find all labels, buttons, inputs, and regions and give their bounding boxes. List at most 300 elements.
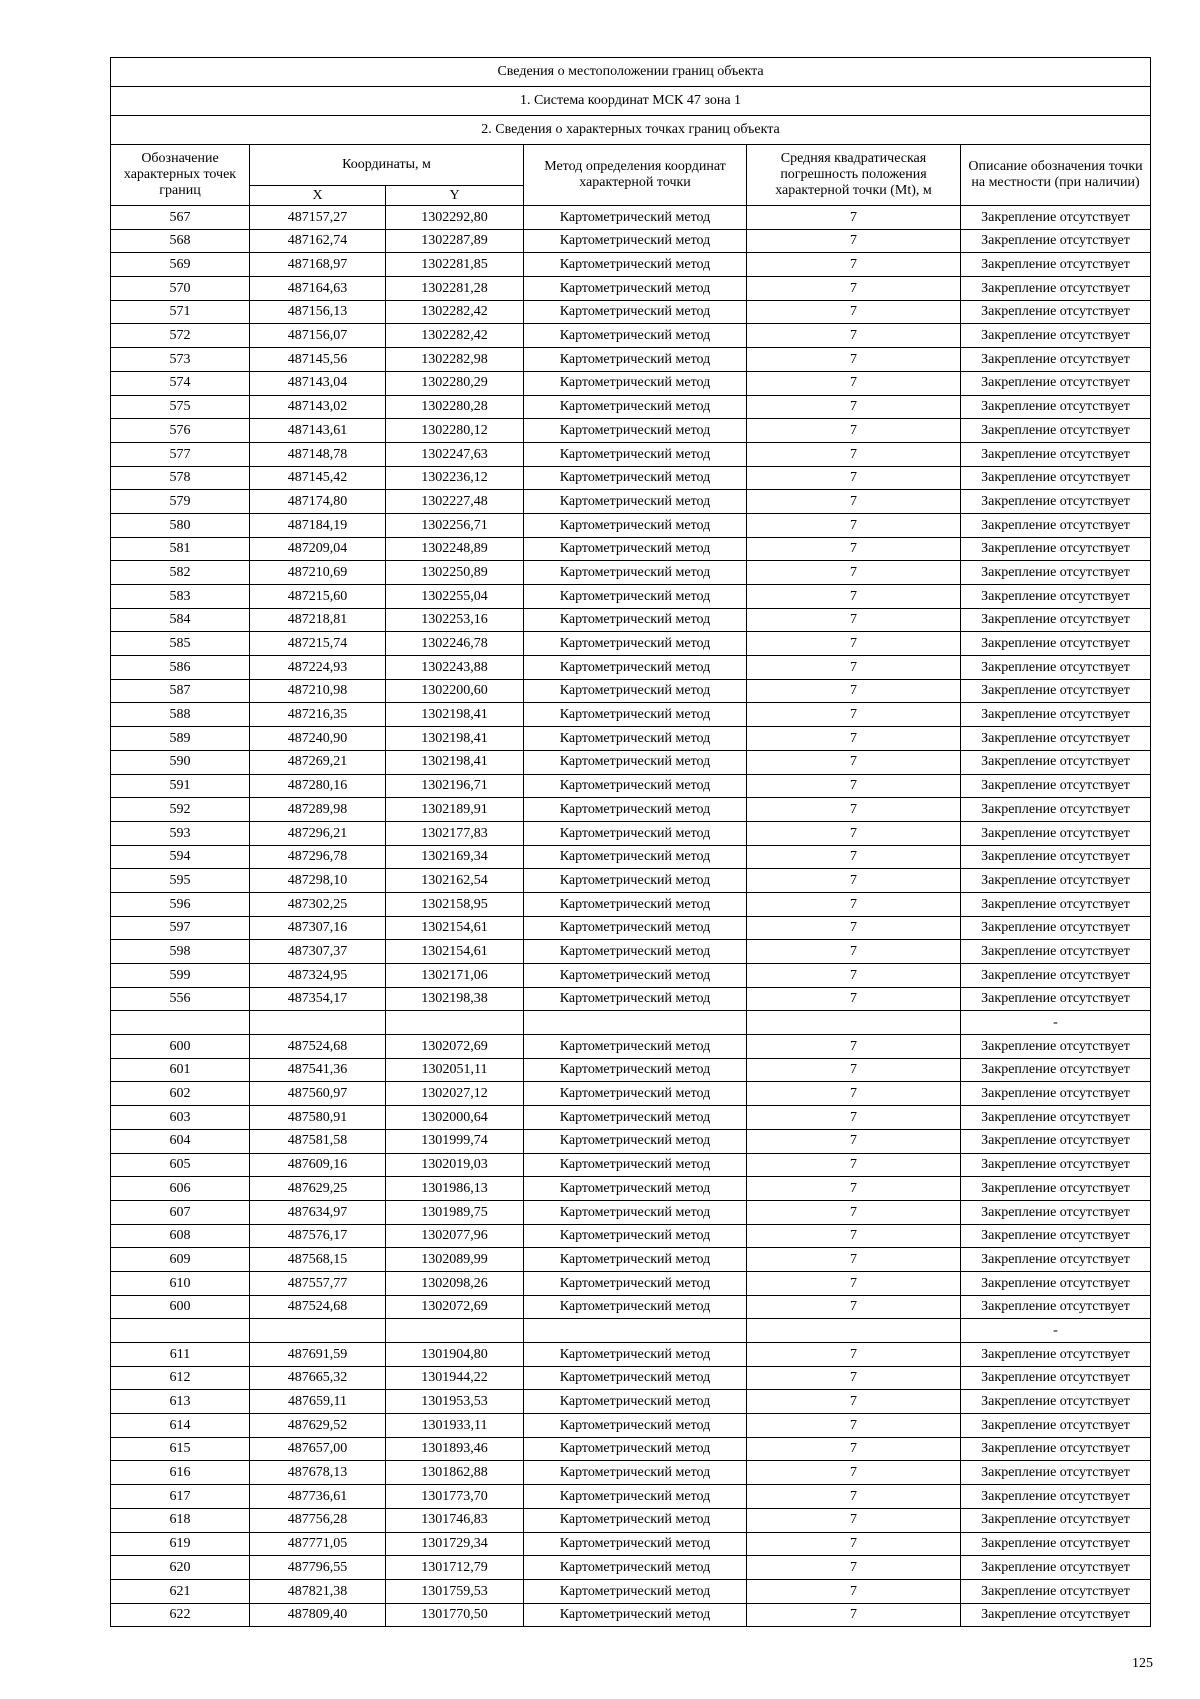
cell-y-coord: 1302256,71 <box>386 513 524 537</box>
cell-method: Картометрический метод <box>524 229 747 253</box>
cell-x-coord: 487210,69 <box>250 561 386 585</box>
cell-method: Картометрический метод <box>524 1437 747 1461</box>
cell-x-coord <box>250 1319 386 1343</box>
cell-method: Картометрический метод <box>524 277 747 301</box>
cell-x-coord: 487307,37 <box>250 940 386 964</box>
cell-y-coord: 1302198,41 <box>386 727 524 751</box>
cell-method: Картометрический метод <box>524 1508 747 1532</box>
table-row <box>111 585 1151 609</box>
cell-description: Закрепление отсутствует <box>961 1366 1151 1390</box>
cell-error: 7 <box>747 466 961 490</box>
cell-point: 622 <box>111 1603 250 1627</box>
cell-description: Закрепление отсутствует <box>961 1035 1151 1059</box>
col-header-desc: Описание обозначения точки на местности (при наличии) <box>961 145 1151 206</box>
table-row <box>111 987 1151 1011</box>
cell-error: 7 <box>747 1129 961 1153</box>
cell-y-coord: 1302169,34 <box>386 845 524 869</box>
cell-point: 587 <box>111 679 250 703</box>
cell-point <box>111 1319 250 1343</box>
cell-method: Картометрический метод <box>524 466 747 490</box>
cell-error: 7 <box>747 1058 961 1082</box>
cell-description: Закрепление отсутствует <box>961 490 1151 514</box>
table-row <box>111 892 1151 916</box>
cell-description: Закрепление отсутствует <box>961 537 1151 561</box>
cell-x-coord: 487678,13 <box>250 1461 386 1485</box>
col-header-point: Обозначение характерных точек границ <box>111 145 250 206</box>
cell-y-coord: 1301986,13 <box>386 1177 524 1201</box>
cell-point: 615 <box>111 1437 250 1461</box>
cell-y-coord: 1301770,50 <box>386 1603 524 1627</box>
cell-y-coord <box>386 1011 524 1035</box>
table-body <box>111 206 1151 1627</box>
cell-error: 7 <box>747 632 961 656</box>
cell-error: 7 <box>747 1414 961 1438</box>
cell-point: 614 <box>111 1414 250 1438</box>
cell-x-coord: 487557,77 <box>250 1271 386 1295</box>
cell-y-coord: 1302282,42 <box>386 300 524 324</box>
cell-description: Закрепление отсутствует <box>961 1271 1151 1295</box>
cell-y-coord: 1302098,26 <box>386 1271 524 1295</box>
cell-y-coord: 1302287,89 <box>386 229 524 253</box>
cell-x-coord: 487156,07 <box>250 324 386 348</box>
cell-point: 589 <box>111 727 250 751</box>
table-row <box>111 513 1151 537</box>
cell-method: Картометрический метод <box>524 1177 747 1201</box>
cell-y-coord: 1302154,61 <box>386 916 524 940</box>
cell-point: 588 <box>111 703 250 727</box>
cell-method: Картометрический метод <box>524 845 747 869</box>
cell-point: 586 <box>111 656 250 680</box>
cell-method: Картометрический метод <box>524 1271 747 1295</box>
col-header-y: Y <box>386 186 524 206</box>
cell-description: Закрепление отсутствует <box>961 419 1151 443</box>
cell-description: Закрепление отсутствует <box>961 1485 1151 1509</box>
cell-point: 601 <box>111 1058 250 1082</box>
cell-description: Закрепление отсутствует <box>961 1556 1151 1580</box>
cell-error: 7 <box>747 1508 961 1532</box>
cell-x-coord: 487665,32 <box>250 1366 386 1390</box>
table-row <box>111 419 1151 443</box>
cell-y-coord: 1302198,41 <box>386 703 524 727</box>
cell-method: Картометрический метод <box>524 1200 747 1224</box>
cell-y-coord: 1302198,41 <box>386 750 524 774</box>
cell-x-coord: 487581,58 <box>250 1129 386 1153</box>
cell-x-coord: 487307,16 <box>250 916 386 940</box>
cell-method: Картометрический метод <box>524 1248 747 1272</box>
cell-error <box>747 1319 961 1343</box>
cell-y-coord: 1302243,88 <box>386 656 524 680</box>
cell-error: 7 <box>747 1295 961 1319</box>
table-row <box>111 1343 1151 1367</box>
cell-x-coord: 487568,15 <box>250 1248 386 1272</box>
cell-description: Закрепление отсутствует <box>961 1153 1151 1177</box>
cell-y-coord: 1302281,85 <box>386 253 524 277</box>
cell-x-coord: 487215,74 <box>250 632 386 656</box>
cell-error: 7 <box>747 1437 961 1461</box>
cell-point: 583 <box>111 585 250 609</box>
cell-method: Картометрический метод <box>524 727 747 751</box>
cell-description: Закрепление отсутствует <box>961 727 1151 751</box>
cell-point: 619 <box>111 1532 250 1556</box>
cell-y-coord: 1301953,53 <box>386 1390 524 1414</box>
table-row <box>111 940 1151 964</box>
cell-point: 604 <box>111 1129 250 1153</box>
cell-error: 7 <box>747 395 961 419</box>
cell-point: 610 <box>111 1271 250 1295</box>
cell-x-coord: 487162,74 <box>250 229 386 253</box>
cell-description: Закрепление отсутствует <box>961 206 1151 230</box>
table-row <box>111 1106 1151 1130</box>
cell-error: 7 <box>747 442 961 466</box>
cell-y-coord: 1302253,16 <box>386 608 524 632</box>
cell-method: Картометрический метод <box>524 585 747 609</box>
cell-y-coord: 1301904,80 <box>386 1343 524 1367</box>
cell-error: 7 <box>747 300 961 324</box>
cell-y-coord: 1302000,64 <box>386 1106 524 1130</box>
cell-error: 7 <box>747 513 961 537</box>
cell-method: Картометрический метод <box>524 774 747 798</box>
cell-error: 7 <box>747 798 961 822</box>
cell-x-coord: 487145,42 <box>250 466 386 490</box>
cell-error: 7 <box>747 1343 961 1367</box>
cell-method: Картометрический метод <box>524 1224 747 1248</box>
cell-y-coord <box>386 1319 524 1343</box>
cell-x-coord: 487524,68 <box>250 1035 386 1059</box>
cell-description: - <box>961 1319 1151 1343</box>
table-row <box>111 703 1151 727</box>
cell-point: 575 <box>111 395 250 419</box>
cell-x-coord: 487560,97 <box>250 1082 386 1106</box>
cell-method: Картометрический метод <box>524 395 747 419</box>
cell-method: Картометрический метод <box>524 206 747 230</box>
cell-point: 574 <box>111 371 250 395</box>
cell-method: Картометрический метод <box>524 916 747 940</box>
cell-error: 7 <box>747 1532 961 1556</box>
cell-description: Закрепление отсутствует <box>961 703 1151 727</box>
cell-y-coord: 1301773,70 <box>386 1485 524 1509</box>
cell-x-coord: 487756,28 <box>250 1508 386 1532</box>
cell-error: 7 <box>747 371 961 395</box>
table-row <box>111 679 1151 703</box>
cell-x-coord: 487215,60 <box>250 585 386 609</box>
cell-y-coord: 1302177,83 <box>386 821 524 845</box>
cell-method: Картометрический метод <box>524 442 747 466</box>
cell-method: Картометрический метод <box>524 940 747 964</box>
cell-x-coord: 487324,95 <box>250 964 386 988</box>
table-row <box>111 324 1151 348</box>
cell-y-coord: 1302248,89 <box>386 537 524 561</box>
table-row <box>111 1248 1151 1272</box>
cell-y-coord: 1301893,46 <box>386 1437 524 1461</box>
cell-error: 7 <box>747 916 961 940</box>
cell-method: Картометрический метод <box>524 987 747 1011</box>
table-row <box>111 561 1151 585</box>
cell-description: Закрепление отсутствует <box>961 300 1151 324</box>
table-row <box>111 229 1151 253</box>
cell-description: Закрепление отсутствует <box>961 1532 1151 1556</box>
cell-description: Закрепление отсутствует <box>961 277 1151 301</box>
cell-y-coord: 1302072,69 <box>386 1295 524 1319</box>
cell-error: 7 <box>747 348 961 372</box>
cell-y-coord: 1302027,12 <box>386 1082 524 1106</box>
cell-x-coord: 487296,78 <box>250 845 386 869</box>
cell-y-coord: 1301862,88 <box>386 1461 524 1485</box>
cell-error: 7 <box>747 679 961 703</box>
cell-method: Картометрический метод <box>524 1579 747 1603</box>
cell-description: Закрепление отсутствует <box>961 987 1151 1011</box>
boundary-points-table <box>110 57 1151 1627</box>
cell-description: Закрепление отсутствует <box>961 1248 1151 1272</box>
col-header-coords: Координаты, м <box>250 145 524 186</box>
cell-method: Картометрический метод <box>524 1153 747 1177</box>
section-title: 2. Сведения о характерных точках границ объекта <box>111 116 1151 145</box>
cell-point: 606 <box>111 1177 250 1201</box>
cell-x-coord: 487209,04 <box>250 537 386 561</box>
cell-point <box>111 1011 250 1035</box>
cell-point: 600 <box>111 1295 250 1319</box>
cell-point: 579 <box>111 490 250 514</box>
cell-x-coord: 487168,97 <box>250 253 386 277</box>
table-row <box>111 466 1151 490</box>
table-row <box>111 537 1151 561</box>
cell-x-coord: 487143,04 <box>250 371 386 395</box>
cell-method: Картометрический метод <box>524 1461 747 1485</box>
cell-method: Картометрический метод <box>524 964 747 988</box>
cell-point: 573 <box>111 348 250 372</box>
cell-x-coord: 487354,17 <box>250 987 386 1011</box>
cell-x-coord: 487576,17 <box>250 1224 386 1248</box>
cell-method: Картометрический метод <box>524 1058 747 1082</box>
cell-error: 7 <box>747 869 961 893</box>
cell-description: Закрепление отсутствует <box>961 1106 1151 1130</box>
cell-x-coord: 487524,68 <box>250 1295 386 1319</box>
cell-error: 7 <box>747 277 961 301</box>
cell-x-coord: 487821,38 <box>250 1579 386 1603</box>
table-row <box>111 1153 1151 1177</box>
table-row <box>111 371 1151 395</box>
coordinate-system: 1. Система координат МСК 47 зона 1 <box>111 87 1151 116</box>
cell-description: Закрепление отсутствует <box>961 1295 1151 1319</box>
table-row <box>111 1082 1151 1106</box>
cell-description: Закрепление отсутствует <box>961 869 1151 893</box>
cell-description: Закрепление отсутствует <box>961 253 1151 277</box>
cell-error: 7 <box>747 1153 961 1177</box>
cell-y-coord: 1302236,12 <box>386 466 524 490</box>
table-row <box>111 1579 1151 1603</box>
cell-y-coord: 1301989,75 <box>386 1200 524 1224</box>
table-row <box>111 1366 1151 1390</box>
cell-description: Закрепление отсутствует <box>961 892 1151 916</box>
cell-x-coord: 487691,59 <box>250 1343 386 1367</box>
cell-y-coord: 1302280,12 <box>386 419 524 443</box>
cell-x-coord: 487174,80 <box>250 490 386 514</box>
cell-description: Закрепление отсутствует <box>961 1508 1151 1532</box>
cell-error: 7 <box>747 1485 961 1509</box>
cell-x-coord: 487164,63 <box>250 277 386 301</box>
cell-description: Закрепление отсутствует <box>961 1343 1151 1367</box>
cell-y-coord: 1302227,48 <box>386 490 524 514</box>
cell-point: 597 <box>111 916 250 940</box>
cell-error: 7 <box>747 703 961 727</box>
cell-y-coord: 1301759,53 <box>386 1579 524 1603</box>
cell-method: Картометрический метод <box>524 1414 747 1438</box>
cell-y-coord: 1302250,89 <box>386 561 524 585</box>
cell-y-coord: 1301999,74 <box>386 1129 524 1153</box>
cell-x-coord: 487269,21 <box>250 750 386 774</box>
cell-method: Картометрический метод <box>524 1106 747 1130</box>
cell-description: Закрепление отсутствует <box>961 371 1151 395</box>
cell-x-coord: 487302,25 <box>250 892 386 916</box>
cell-y-coord: 1301944,22 <box>386 1366 524 1390</box>
table-row <box>111 300 1151 324</box>
cell-description: Закрепление отсутствует <box>961 679 1151 703</box>
cell-error: 7 <box>747 561 961 585</box>
cell-x-coord: 487145,56 <box>250 348 386 372</box>
cell-method: Картометрический метод <box>524 1485 747 1509</box>
cell-y-coord: 1302255,04 <box>386 585 524 609</box>
cell-description: Закрепление отсутствует <box>961 774 1151 798</box>
cell-point: 608 <box>111 1224 250 1248</box>
cell-x-coord: 487609,16 <box>250 1153 386 1177</box>
separator-row <box>111 1011 1151 1035</box>
cell-method: Картометрический метод <box>524 608 747 632</box>
cell-error: 7 <box>747 987 961 1011</box>
cell-error: 7 <box>747 1603 961 1627</box>
cell-error: 7 <box>747 1579 961 1603</box>
cell-error: 7 <box>747 253 961 277</box>
cell-description: Закрепление отсутствует <box>961 442 1151 466</box>
cell-point: 617 <box>111 1485 250 1509</box>
cell-point: 592 <box>111 798 250 822</box>
cell-point: 572 <box>111 324 250 348</box>
cell-error: 7 <box>747 821 961 845</box>
cell-description: Закрепление отсутствует <box>961 229 1151 253</box>
cell-description: Закрепление отсутствует <box>961 916 1151 940</box>
table-row <box>111 1508 1151 1532</box>
cell-method: Картометрический метод <box>524 1295 747 1319</box>
cell-error: 7 <box>747 1366 961 1390</box>
cell-error: 7 <box>747 727 961 751</box>
cell-point: 609 <box>111 1248 250 1272</box>
cell-error: 7 <box>747 964 961 988</box>
cell-error: 7 <box>747 1556 961 1580</box>
table-row <box>111 821 1151 845</box>
table-row <box>111 656 1151 680</box>
cell-description: Закрепление отсутствует <box>961 1082 1151 1106</box>
cell-description: Закрепление отсутствует <box>961 1437 1151 1461</box>
cell-y-coord: 1302019,03 <box>386 1153 524 1177</box>
cell-error: 7 <box>747 1035 961 1059</box>
cell-y-coord: 1302292,80 <box>386 206 524 230</box>
cell-point: 567 <box>111 206 250 230</box>
cell-method: Картометрический метод <box>524 537 747 561</box>
table-row <box>111 916 1151 940</box>
table-row <box>111 964 1151 988</box>
cell-method: Картометрический метод <box>524 253 747 277</box>
cell-method: Картометрический метод <box>524 679 747 703</box>
cell-point: 570 <box>111 277 250 301</box>
table-row <box>111 206 1151 230</box>
table-row <box>111 490 1151 514</box>
cell-point: 600 <box>111 1035 250 1059</box>
cell-method: Картометрический метод <box>524 513 747 537</box>
cell-x-coord: 487143,02 <box>250 395 386 419</box>
cell-error: 7 <box>747 940 961 964</box>
table-row <box>111 1129 1151 1153</box>
cell-point: 585 <box>111 632 250 656</box>
table-row <box>111 1532 1151 1556</box>
cell-method: Картометрический метод <box>524 490 747 514</box>
cell-method: Картометрический метод <box>524 869 747 893</box>
cell-point: 577 <box>111 442 250 466</box>
cell-x-coord: 487580,91 <box>250 1106 386 1130</box>
cell-method: Картометрический метод <box>524 371 747 395</box>
cell-y-coord: 1302280,28 <box>386 395 524 419</box>
cell-method: Картометрический метод <box>524 821 747 845</box>
table-row <box>111 1224 1151 1248</box>
cell-point: 611 <box>111 1343 250 1367</box>
cell-method: Картометрический метод <box>524 1035 747 1059</box>
cell-description: Закрепление отсутствует <box>961 348 1151 372</box>
cell-error: 7 <box>747 845 961 869</box>
cell-y-coord: 1302246,78 <box>386 632 524 656</box>
cell-x-coord: 487541,36 <box>250 1058 386 1082</box>
col-header-x: X <box>250 186 386 206</box>
cell-description: Закрепление отсутствует <box>961 798 1151 822</box>
cell-x-coord: 487156,13 <box>250 300 386 324</box>
cell-x-coord: 487298,10 <box>250 869 386 893</box>
cell-error: 7 <box>747 1082 961 1106</box>
cell-x-coord: 487659,11 <box>250 1390 386 1414</box>
cell-y-coord: 1302158,95 <box>386 892 524 916</box>
cell-point: 598 <box>111 940 250 964</box>
table-row <box>111 1200 1151 1224</box>
table-row <box>111 845 1151 869</box>
cell-y-coord: 1302282,98 <box>386 348 524 372</box>
cell-x-coord: 487148,78 <box>250 442 386 466</box>
cell-y-coord: 1301712,79 <box>386 1556 524 1580</box>
cell-point: 593 <box>111 821 250 845</box>
cell-y-coord: 1302171,06 <box>386 964 524 988</box>
cell-point: 618 <box>111 1508 250 1532</box>
cell-x-coord: 487736,61 <box>250 1485 386 1509</box>
table-row <box>111 632 1151 656</box>
cell-point: 578 <box>111 466 250 490</box>
cell-error: 7 <box>747 608 961 632</box>
cell-description: Закрепление отсутствует <box>961 561 1151 585</box>
table-title: Сведения о местоположении границ объекта <box>111 58 1151 87</box>
cell-point: 620 <box>111 1556 250 1580</box>
cell-point: 556 <box>111 987 250 1011</box>
cell-point: 571 <box>111 300 250 324</box>
table-row <box>111 395 1151 419</box>
table-row <box>111 727 1151 751</box>
cell-y-coord: 1302162,54 <box>386 869 524 893</box>
table-row <box>111 1556 1151 1580</box>
cell-description: Закрепление отсутствует <box>961 1129 1151 1153</box>
cell-method: Картометрический метод <box>524 1532 747 1556</box>
cell-y-coord: 1302280,29 <box>386 371 524 395</box>
cell-method <box>524 1011 747 1035</box>
cell-description: Закрепление отсутствует <box>961 324 1151 348</box>
cell-point: 580 <box>111 513 250 537</box>
separator-row <box>111 1319 1151 1343</box>
cell-method: Картометрический метод <box>524 324 747 348</box>
cell-description: Закрепление отсутствует <box>961 1414 1151 1438</box>
cell-x-coord: 487157,27 <box>250 206 386 230</box>
table-row <box>111 277 1151 301</box>
table-row <box>111 869 1151 893</box>
